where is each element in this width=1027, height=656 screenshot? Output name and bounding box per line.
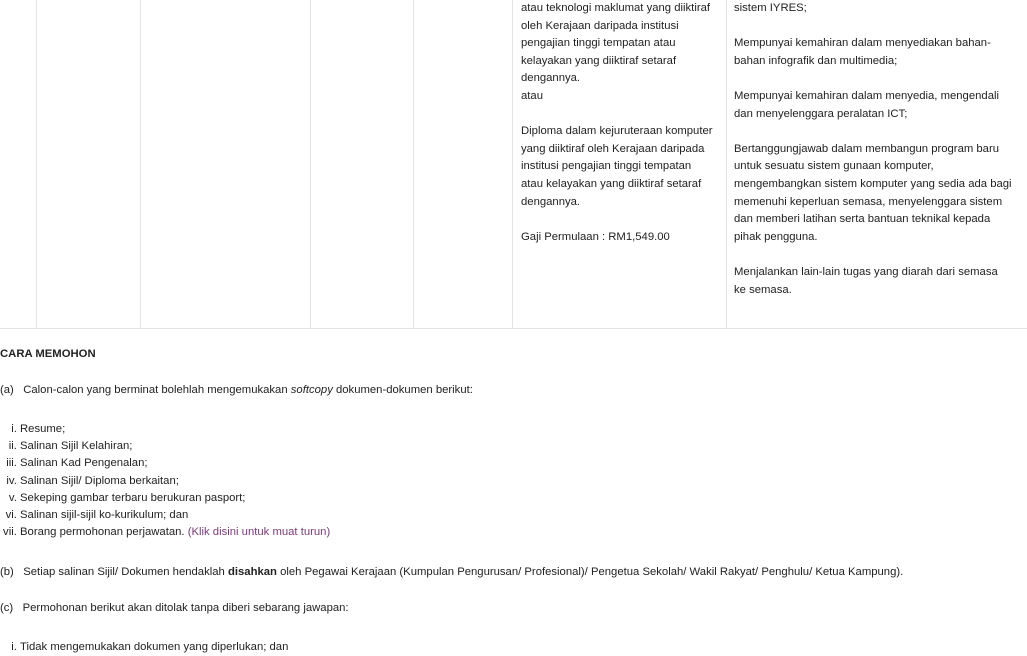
- text-line: Menjalankan lain-lain tugas yang diarah dari semasa: [734, 265, 998, 278]
- instruction-a-italic: softcopy: [290, 384, 333, 396]
- instruction-c-text: Permohonan berikut akan ditolak tanpa diberi sebarang jawapan:: [22, 602, 349, 614]
- section-title: CARA MEMOHON: [0, 348, 96, 360]
- text-line: atau kelayakan yang diiktiraf setaraf: [521, 177, 702, 190]
- instruction-a: [0, 382, 473, 399]
- download-form-link[interactable]: (Klik disini untuk muat turun): [187, 526, 331, 539]
- column-divider: [140, 0, 141, 328]
- line-gap: [521, 106, 721, 124]
- column-divider: [310, 0, 311, 328]
- text-line: atau teknologi maklumat yang diiktiraf: [521, 2, 711, 14]
- rejections-list: [0, 639, 288, 656]
- column-divider: [413, 0, 414, 328]
- list-item: i. Tidak mengemukakan dokumen yang diperlukan; dan: [20, 639, 288, 656]
- list-item: ii. Salinan Sijil Kelahiran;: [20, 438, 330, 455]
- text-line: Mempunyai kemahiran dalam menyedia, mengendali: [734, 89, 999, 102]
- list-item: iii. Salinan Kad Pengenalan;: [20, 455, 330, 472]
- text-line: yang diiktiraf oleh Kerajaan daripada: [521, 142, 705, 155]
- instruction-b-label: (b): [0, 566, 14, 578]
- text-line: untuk sesuatu sistem gunaan komputer,: [734, 160, 934, 173]
- text-line: pengajian tinggi tempatan atau: [521, 37, 676, 50]
- instruction-b-bold: disahkan: [227, 566, 277, 578]
- list-item: iv. Salinan Sijil/ Diploma berkaitan;: [20, 473, 330, 490]
- text-line: Diploma dalam kejuruteraan komputer: [521, 125, 713, 138]
- qualifications-cell: [521, 0, 721, 246]
- instruction-b: [0, 564, 903, 581]
- text-line: Bertanggungjawab dalam membangun program baru: [734, 142, 1000, 155]
- instruction-a-label: (a): [0, 384, 14, 396]
- column-divider: [512, 0, 513, 328]
- text-line: Gaji Permulaan : RM1,549.00: [521, 230, 670, 243]
- instruction-b-text-end: oleh Pegawai Kerajaan (Kumpulan Pengurusan/ Profesional)/ Pengetua Sekolah/ Wakil Rakyat/ Penghulu/ Ketua Kampung).: [276, 566, 904, 578]
- line-gap: [734, 70, 1027, 88]
- text-line: Mempunyai kemahiran dalam menyediakan bahan-: [734, 37, 991, 50]
- text-line: pihak pengguna.: [734, 230, 818, 243]
- line-gap: [734, 123, 1027, 141]
- instruction-b-text: Setiap salinan Sijil/ Dokumen hendaklah: [23, 566, 228, 578]
- text-line: dan memberi latihan serta bantuan teknikal kepada: [734, 213, 991, 226]
- instruction-a-text-end: dokumen-dokumen berikut:: [332, 384, 473, 396]
- text-line: memenuhi keperluan semasa, menyelenggara sistem: [734, 195, 1003, 208]
- line-gap: [734, 18, 1027, 36]
- instruction-a-text: Calon-calon yang berminat bolehlah mengemukakan: [23, 384, 291, 396]
- list-item-text: Borang permohonan perjawatan.: [20, 526, 188, 539]
- text-line: kelayakan yang diiktiraf setaraf: [521, 54, 677, 67]
- text-line: ke semasa.: [734, 283, 792, 296]
- text-line: dengannya.: [521, 195, 581, 208]
- text-line: mengembangkan sistem komputer yang sedia ada bagi: [734, 177, 1012, 190]
- list-item: vi. Salinan sijil-sijil ko-kurikulum; dan: [20, 507, 330, 524]
- column-divider: [36, 0, 37, 328]
- text-line: atau: [521, 89, 543, 102]
- line-gap: [521, 211, 721, 229]
- text-line: dan menyelenggara peralatan ICT;: [734, 107, 908, 120]
- text-line: institusi pengajian tinggi tempatan: [521, 160, 692, 173]
- text-line: sistem IYRES;: [734, 2, 807, 14]
- list-item: i. Resume;: [20, 421, 330, 438]
- list-item: [20, 524, 330, 541]
- list-item: v. Sekeping gambar terbaru berukuran pasport;: [20, 490, 330, 507]
- instruction-c: [0, 600, 349, 617]
- text-line: dengannya.: [521, 72, 581, 85]
- text-line: bahan infografik dan multimedia;: [734, 54, 898, 67]
- text-line: oleh Kerajaan daripada institusi: [521, 19, 679, 32]
- duties-cell: [734, 0, 1027, 299]
- column-divider: [726, 0, 727, 328]
- documents-list: [0, 421, 330, 541]
- instruction-c-label: (c): [0, 602, 14, 614]
- line-gap: [734, 246, 1027, 264]
